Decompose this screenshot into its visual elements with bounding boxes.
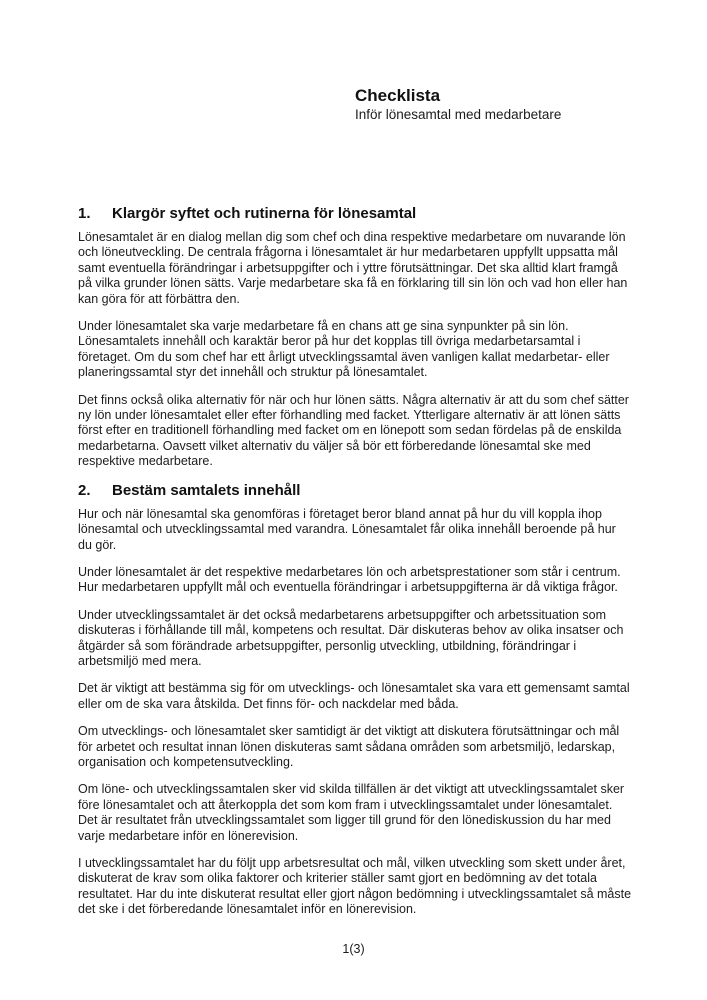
- paragraph: Under lönesamtalet är det respektive medarbetares lön och arbetsprestationer som står i centrum. Hur medarbetaren uppfyllt mål och eventuella förändringar i arbetsuppgifterna är då viktiga frågor.: [78, 564, 621, 595]
- document-subtitle: Inför lönesamtal med medarbetare: [355, 107, 562, 122]
- paragraph: Under utvecklingssamtalet är det också medarbetarens arbetsuppgifter och arbetssituation som diskuteras i förhållande till mål, kompetens och resultat. Där diskuteras behov av olika insatser och åtgärder så som förändrade arbetsuppgifter, personlig utveckling, utbildning, förändringar i arbetsmiljö med mera.: [78, 607, 624, 668]
- paragraph: Om löne- och utvecklingssamtalen sker vid skilda tillfällen är det viktigt att utvecklingssamtalet sker före lönesamtalet och att återkoppla det som kom fram i utvecklingssamtalet under lönesamtalet. Det är resultatet från utvecklingssamtalet som ligger till grund för den lönediskussion du har med varje medarbetare inför en lönerevision.: [78, 782, 625, 843]
- paragraph: Lönesamtalet är en dialog mellan dig som chef och dina respektive medarbetare om nuvarande lön och löneutveckling. De centrala frågorna i lönesamtalet är hur medarbetaren uppfyllt uppsatta mål samt eventuella förändringar i arbetsuppgifter och i yttre förutsättningar. Det ska alltid klart framgå på vilka grunder lönen sätts. Varje medarbetare ska få en förklaring till sin lön och vad hon eller han kan göra för att förbättra den.: [78, 230, 628, 306]
- document-body: [78, 205, 632, 930]
- section-1-heading: [78, 205, 632, 223]
- page-number: 1(3): [342, 942, 365, 956]
- paragraph: I utvecklingssamtalet har du följt upp arbetsresultat och mål, vilken utveckling som skett under året, diskuterat de krav som olika faktorer och kriterier ställer samt gjort en bedömning av det totala resultatet. Har du inte diskuterat resultat eller gjort någon bedömning i utvecklingssamtalet så måste det ske i det förberedande lönesamtalet inför en lönerevision.: [78, 856, 632, 917]
- section-2-heading: [78, 482, 632, 500]
- paragraph: Under lönesamtalet ska varje medarbetare få en chans att ge sina synpunkter på sin lön. Lönesamtalets innehåll och karaktär beror på hur det kopplas till övriga medarbetarsamtal i företaget. Om du som chef har ett årligt utvecklingssamtal även vanligen kallat medarbetar- eller planeringssamtal styr det innehåll och struktur på lönesamtalet.: [78, 319, 610, 380]
- paragraph: Det är viktigt att bestämma sig för om utvecklings- och lönesamtalet ska vara ett gemensamt samtal eller om de ska vara åtskilda. Det finns för- och nackdelar med båda.: [78, 681, 630, 711]
- section-1-title: Klargör syftet och rutinerna för lönesamtal: [112, 205, 417, 222]
- section-2-number: 2.: [78, 481, 91, 499]
- document-title: Checklista: [355, 86, 441, 105]
- section-1-number: 1.: [78, 205, 91, 222]
- paragraph: Det finns också olika alternativ för när och hur lönen sätts. Några alternativ är att du som chef sätter ny lön under lönesamtalet eller efter förhandling med facket. Ytterligare alternativ är att lönen sätts först efter en traditionell förhandling med facket om en lönepott som sedan fördelas på de enskilda medarbetarna. Oavsett vilket alternativ du väljer så bör ett förberedande lönesamtal ske med respektive medarbetare.: [78, 392, 629, 469]
- paragraph: Om utvecklings- och lönesamtalet sker samtidigt är det viktigt att diskutera förutsättningar och mål för arbetet och resultat innan lönen diskuteras samt sådana områden som arbetsmiljö, ledarskap, organisation och kompetensutveckling.: [78, 724, 620, 769]
- paragraph: Hur och när lönesamtal ska genomföras i företaget beror bland annat på hur du vill koppla ihop lönesamtal och utvecklingssamtal med varandra. Lönesamtalet får olika innehåll beroende på hur du gör.: [78, 506, 616, 552]
- section-2-title: Bestäm samtalets innehåll: [112, 481, 301, 499]
- section-2: [78, 482, 632, 918]
- section-1: [78, 205, 632, 470]
- document-title-block: [355, 86, 561, 123]
